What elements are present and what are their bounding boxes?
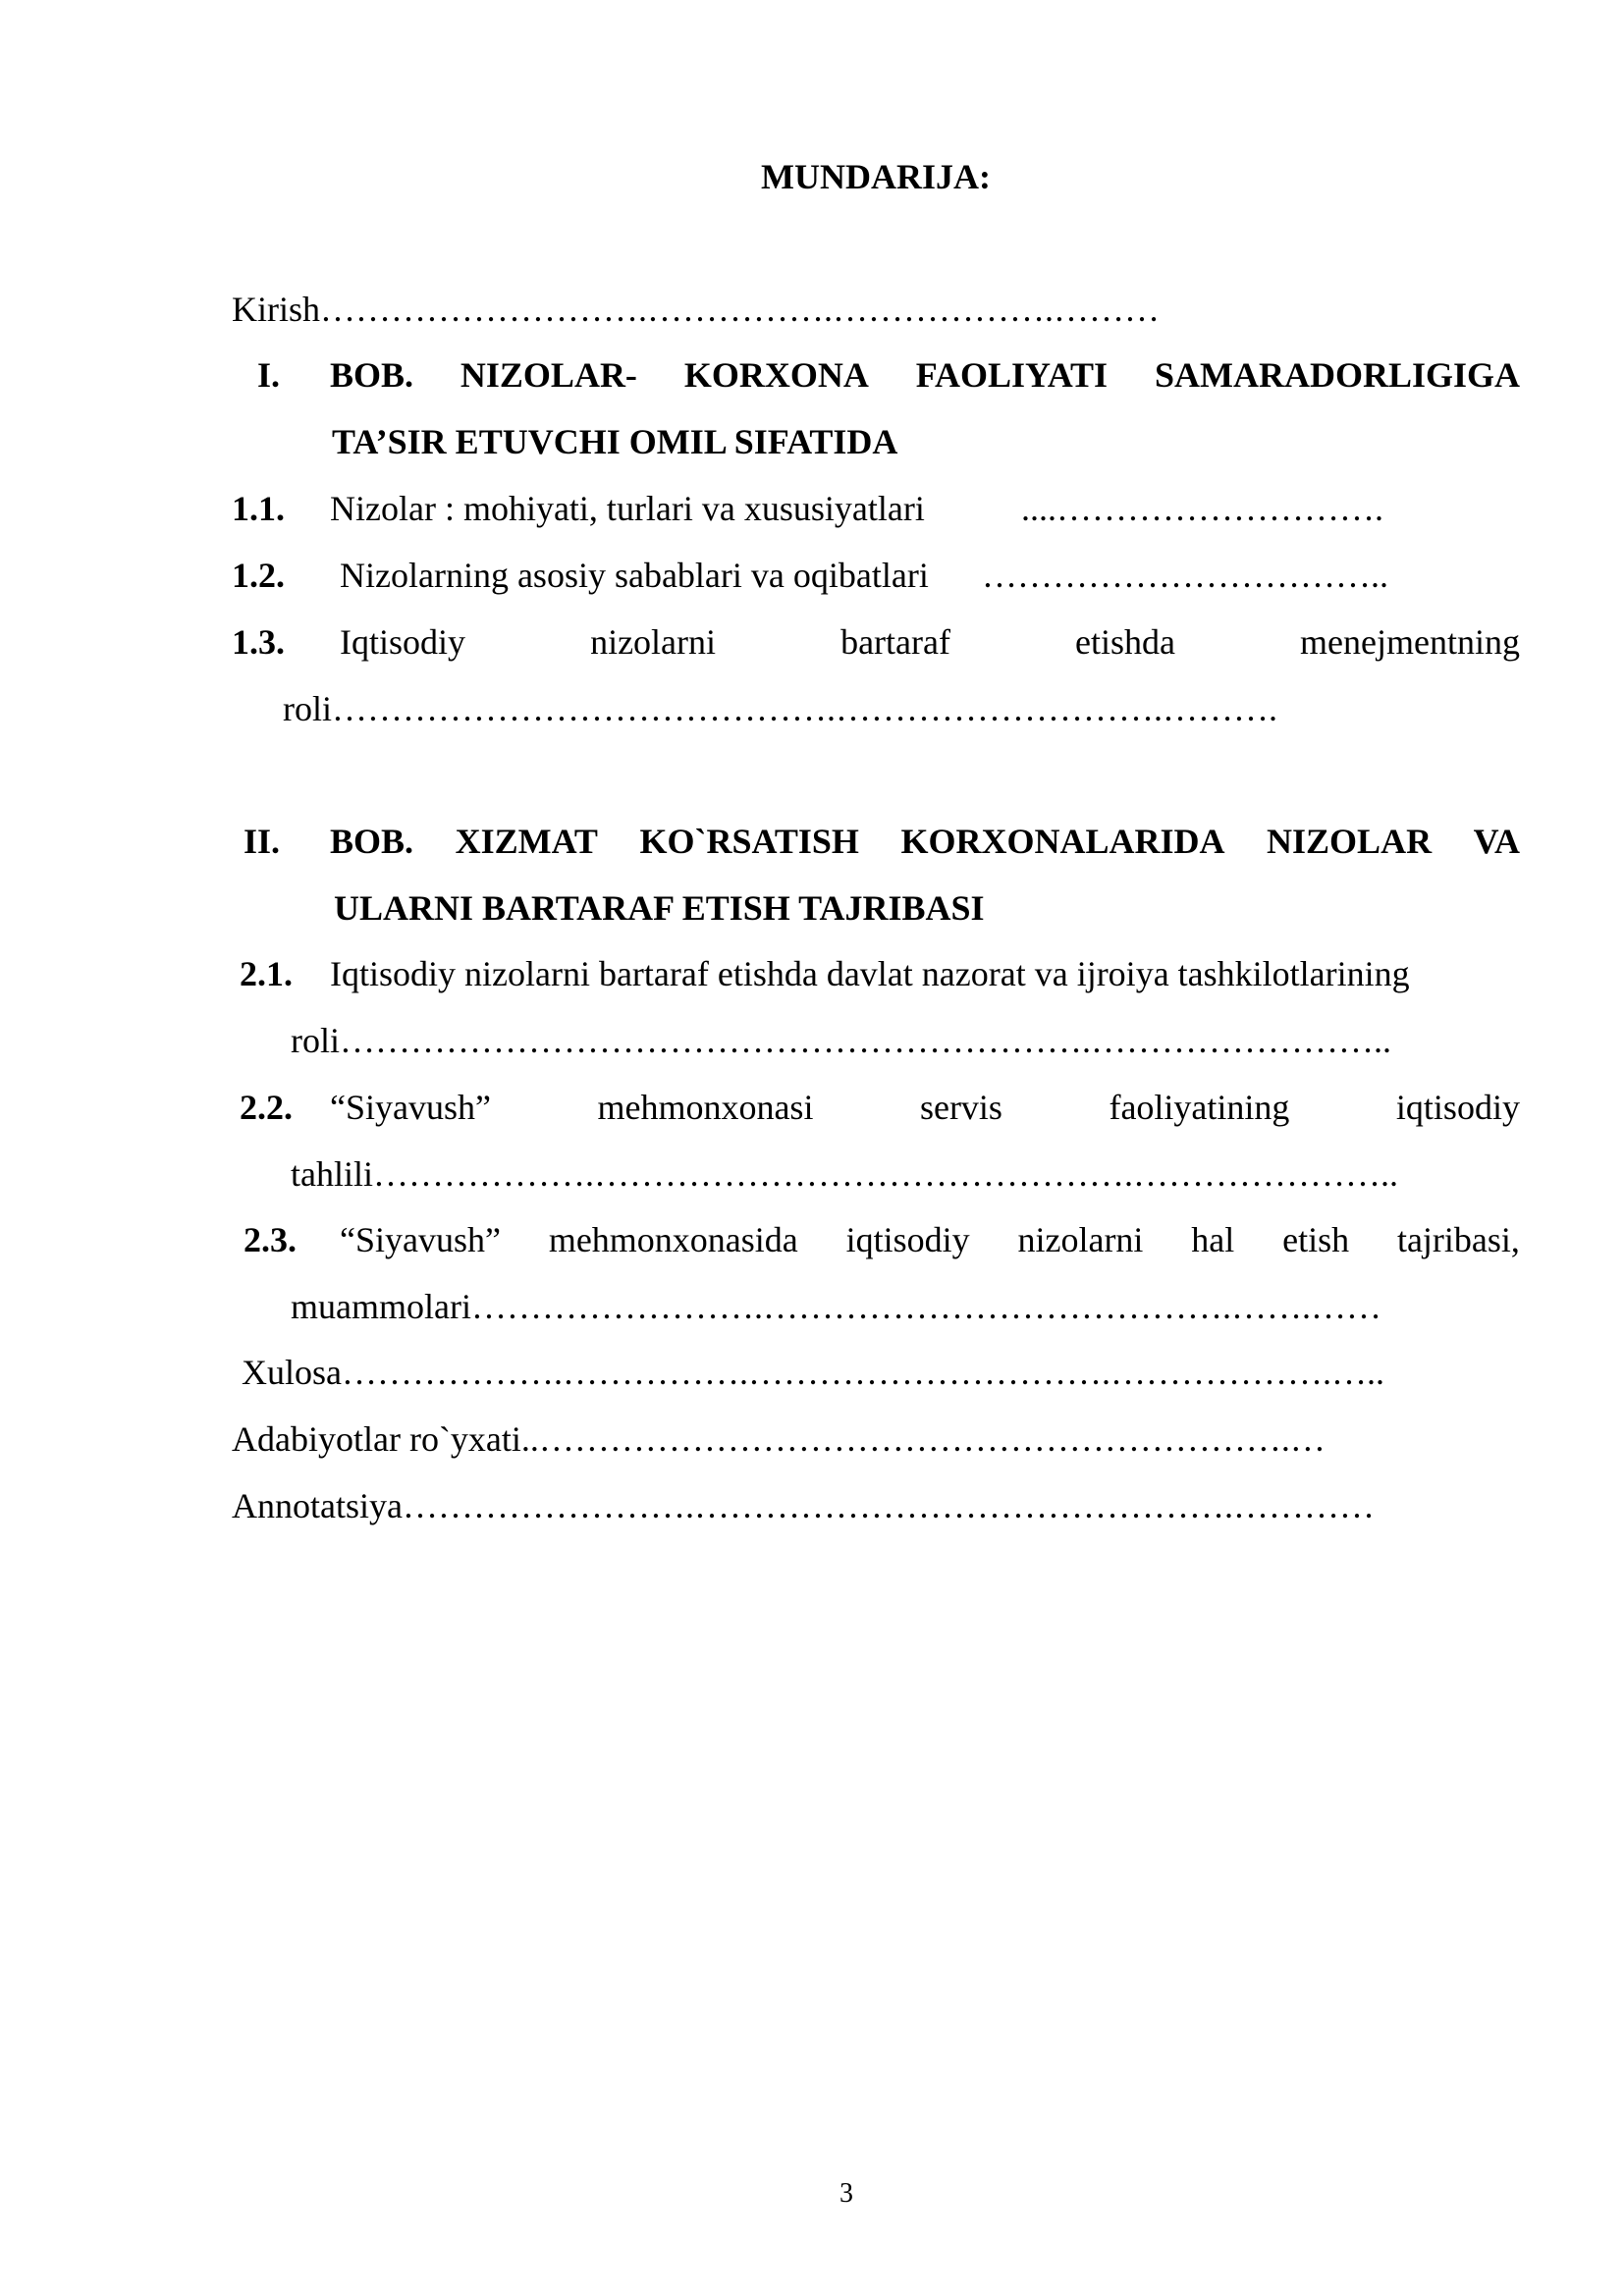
toc-ch1-title-line2: TA’SIR ETUVCHI OMIL SIFATIDA	[332, 422, 898, 461]
toc-word: iqtisodiy	[1395, 1088, 1520, 1127]
toc-s11-text: Nizolar : mohiyati, turlari va xususiyatlari	[330, 489, 925, 528]
toc-word: iqtisodiy	[845, 1220, 970, 1259]
toc-s12-number: 1.2.	[232, 556, 285, 595]
toc-annotation: Annotatsiya…………………….……………………………………….…………	[232, 1486, 1375, 1525]
toc-word: VA	[1473, 822, 1520, 861]
toc-word: KORXONALARIDA	[900, 822, 1225, 861]
toc-word: FAOLIYATI	[915, 355, 1109, 395]
toc-word: BOB.	[330, 822, 414, 861]
toc-s22-line1	[330, 1086, 1520, 1129]
toc-s21-text: Iqtisodiy nizolarni bartaraf etishda davlat nazorat va ijroiya tashkilotlarining	[330, 954, 1410, 993]
toc-word: servis	[919, 1088, 1002, 1127]
toc-s23-line1	[340, 1218, 1520, 1261]
toc-s12-leader: ……………………………..	[982, 556, 1388, 595]
toc-s23-number: 2.3.	[244, 1220, 297, 1259]
toc-conclusion: Xulosa……………….…………….………………………….……………….…..	[242, 1353, 1384, 1392]
toc-s12-text: Nizolarning asosiy sabablari va oqibatlari	[340, 556, 929, 595]
toc-s21-line2: roli……………………………………………………….……………………..	[291, 1021, 1391, 1060]
toc-ch2-title-line2: ULARNI BARTARAF ETISH TAJRIBASI	[334, 888, 985, 928]
toc-word: mehmonxonasida	[548, 1220, 798, 1259]
toc-s21-number: 2.1.	[240, 954, 293, 993]
toc-word: tajribasi,	[1396, 1220, 1520, 1259]
toc-word: KORXONA	[683, 355, 869, 395]
toc-ch1-title-line1	[330, 353, 1520, 397]
toc-ch2-number: II.	[244, 822, 281, 861]
toc-word: KO`RSATISH	[639, 822, 859, 861]
page-title: MUNDARIJA:	[761, 157, 991, 196]
toc-intro: Kirish……………………….…………….……………….………	[232, 290, 1160, 329]
toc-word: bartaraf	[840, 622, 950, 662]
page-number: 3	[839, 2178, 853, 2209]
toc-ch1-number: I.	[257, 355, 281, 395]
toc-word: nizolarni	[590, 622, 717, 662]
toc-s13-line2: roli…………………………………….……………………….……….	[283, 689, 1277, 728]
toc-word: menejmentning	[1300, 622, 1520, 662]
toc-references: Adabiyotlar ro`yxati..……………………………………………………….…	[232, 1419, 1326, 1459]
toc-s23-line2: muammolari…………………….………………………………….…….……	[291, 1287, 1381, 1326]
toc-word: Iqtisodiy	[340, 622, 466, 662]
toc-s13-number: 1.3.	[232, 622, 285, 662]
toc-word: “Siyavush”	[330, 1088, 491, 1127]
toc-s22-line2: tahlili……………….……………………………………….…………………..	[291, 1154, 1398, 1194]
toc-word: hal	[1191, 1220, 1235, 1259]
toc-ch2-title-line1	[330, 820, 1520, 863]
toc-s11-leader: ....……………………….	[1021, 489, 1383, 528]
toc-s11-number: 1.1.	[232, 489, 285, 528]
toc-word: “Siyavush”	[340, 1220, 501, 1259]
toc-word: NIZOLAR	[1267, 822, 1433, 861]
toc-word: BOB.	[330, 355, 414, 395]
toc-word: etish	[1282, 1220, 1350, 1259]
toc-word: etishda	[1075, 622, 1175, 662]
toc-word: nizolarni	[1017, 1220, 1144, 1259]
toc-s13-line1	[340, 620, 1520, 664]
toc-word: SAMARADORLIGIGA	[1154, 355, 1520, 395]
toc-word: NIZOLAR-	[460, 355, 637, 395]
toc-word: XIZMAT	[455, 822, 598, 861]
toc-s22-number: 2.2.	[240, 1088, 293, 1127]
toc-word: faoliyatining	[1109, 1088, 1290, 1127]
toc-word: mehmonxonasi	[597, 1088, 814, 1127]
